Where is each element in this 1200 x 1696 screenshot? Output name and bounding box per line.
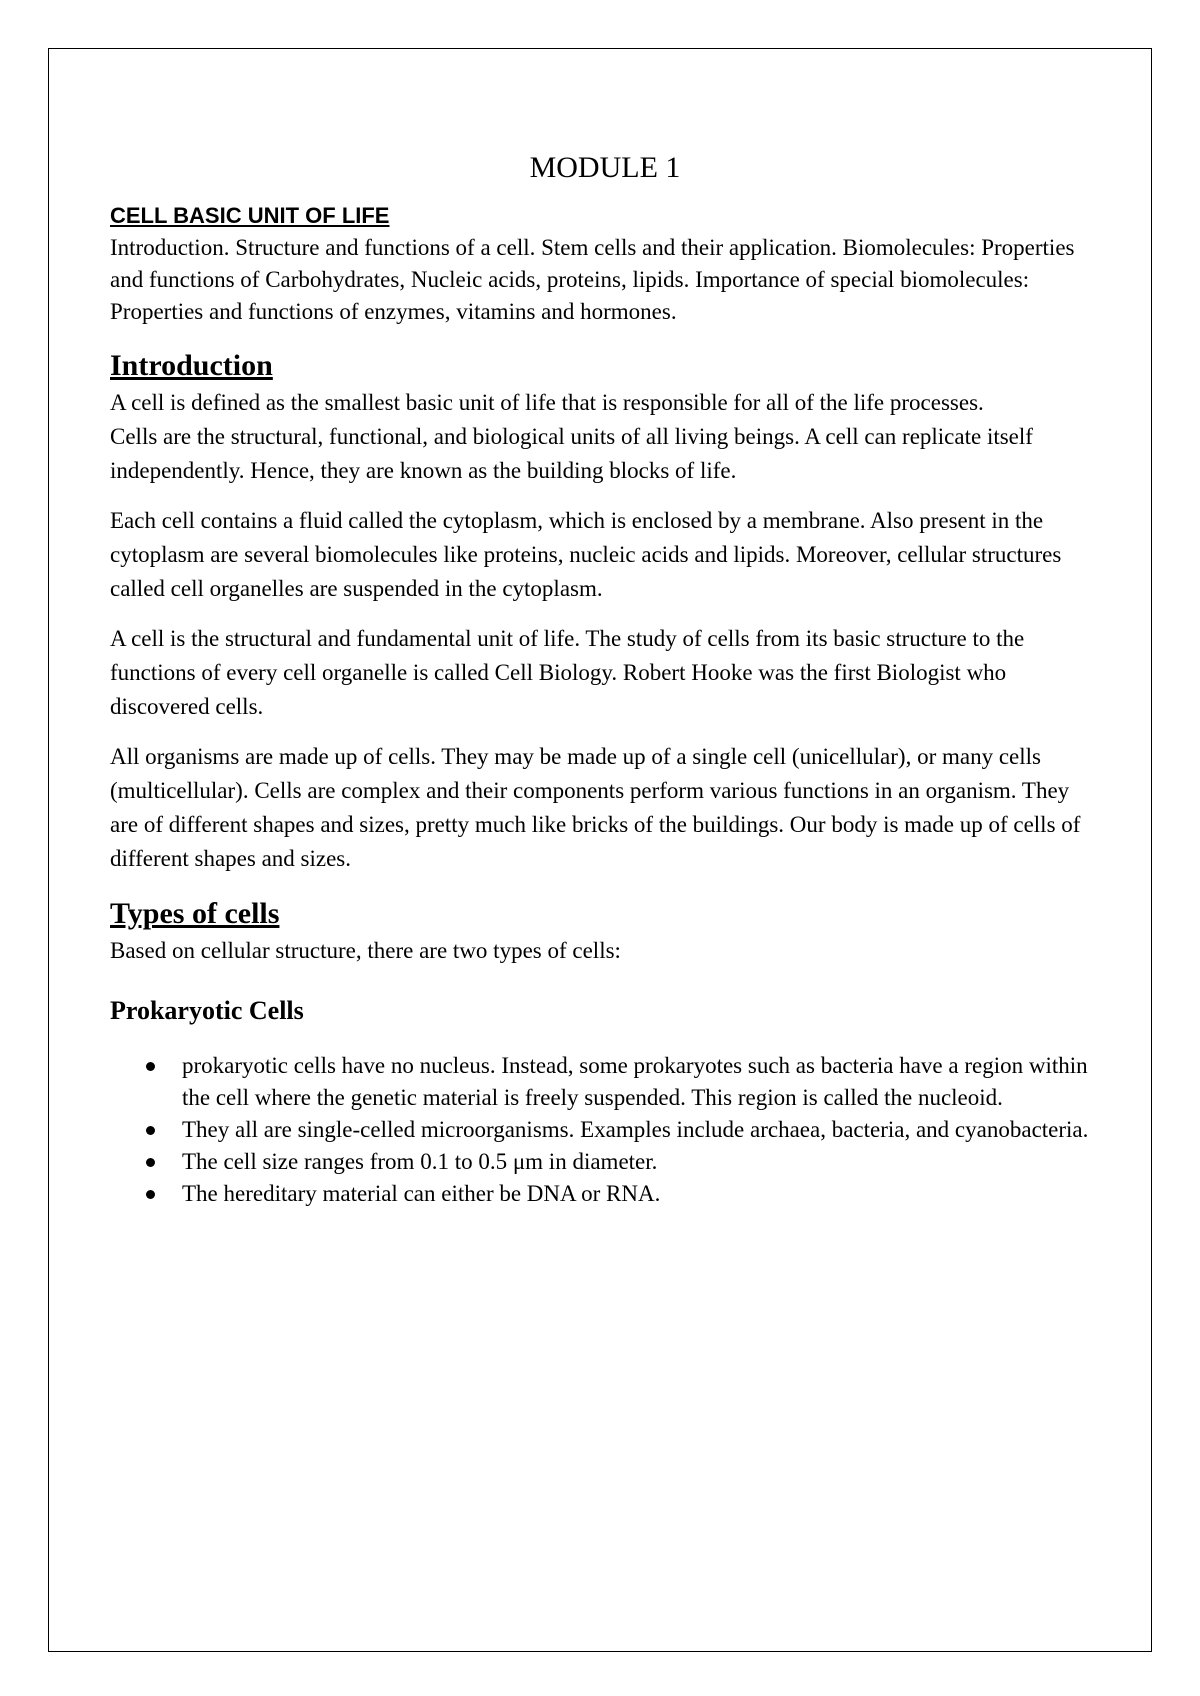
bullet-icon — [146, 1190, 155, 1199]
bullet-icon — [146, 1126, 155, 1135]
list-item — [182, 1178, 1100, 1210]
intro-paragraph-4: A cell is the structural and fundamental unit of life. The study of cells from its basic structure to the functions of every cell organelle is called Cell Biology. Robert Hooke was the first Biologist who discovered cells. — [110, 626, 1025, 719]
intro-paragraph-1: A cell is defined as the smallest basic unit of life that is responsible for all of the life processes. — [110, 390, 984, 415]
list-item — [182, 1050, 1100, 1114]
prokaryotic-bullet-list — [110, 1050, 1100, 1210]
bullet-icon — [146, 1062, 155, 1071]
introduction-heading: Introduction — [110, 349, 273, 382]
types-of-cells-heading: Types of cells — [110, 897, 280, 930]
list-item-text: The hereditary material can either be DNA or RNA. — [182, 1181, 661, 1206]
list-item-text: The cell size ranges from 0.1 to 0.5 μm in diameter. — [182, 1149, 658, 1174]
module-title: MODULE 1 — [529, 151, 681, 184]
list-item-text: prokaryotic cells have no nucleus. Instead, some prokaryotes such as bacteria have a region within the cell where the genetic material is freely suspended. This region is called the nucleoid. — [182, 1053, 1088, 1110]
prokaryotic-cells-heading: Prokaryotic Cells — [110, 996, 304, 1025]
document-body — [110, 140, 1100, 1210]
types-intro-text: Based on cellular structure, there are two types of cells: — [110, 938, 621, 963]
intro-paragraph-5: All organisms are made up of cells. They may be made up of a single cell (unicellular), or many cells (multicellular). Cells are complex and their components perform various functions in an organism. They are of different shapes and sizes, pretty much like bricks of the buildings. Our body is made up of cells of different shapes and sizes. — [110, 744, 1081, 871]
section-title: CELL BASIC UNIT OF LIFE — [110, 203, 390, 228]
list-item — [182, 1146, 1100, 1178]
intro-paragraph-3: Each cell contains a fluid called the cytoplasm, which is enclosed by a membrane. Also present in the cytoplasm are several biomolecules like proteins, nucleic acids and lipids. Moreover, cellular structures called cell organelles are suspended in the cytoplasm. — [110, 508, 1062, 601]
bullet-icon — [146, 1158, 155, 1167]
list-item-text: They all are single-celled microorganisms. Examples include archaea, bacteria, and cyanobacteria. — [182, 1117, 1089, 1142]
intro-paragraph-2: Cells are the structural, functional, and biological units of all living beings. A cell can replicate itself independently. Hence, they are known as the building blocks of life. — [110, 424, 1033, 483]
list-item — [182, 1114, 1100, 1146]
syllabus-text: Introduction. Structure and functions of a cell. Stem cells and their application. Biomolecules: Properties and functions of Carbohydrates, Nucleic acids, proteins, lipids. Importance of special biomolecules: Properties and functions of enzymes, vitamins and hormones. — [110, 235, 1075, 324]
